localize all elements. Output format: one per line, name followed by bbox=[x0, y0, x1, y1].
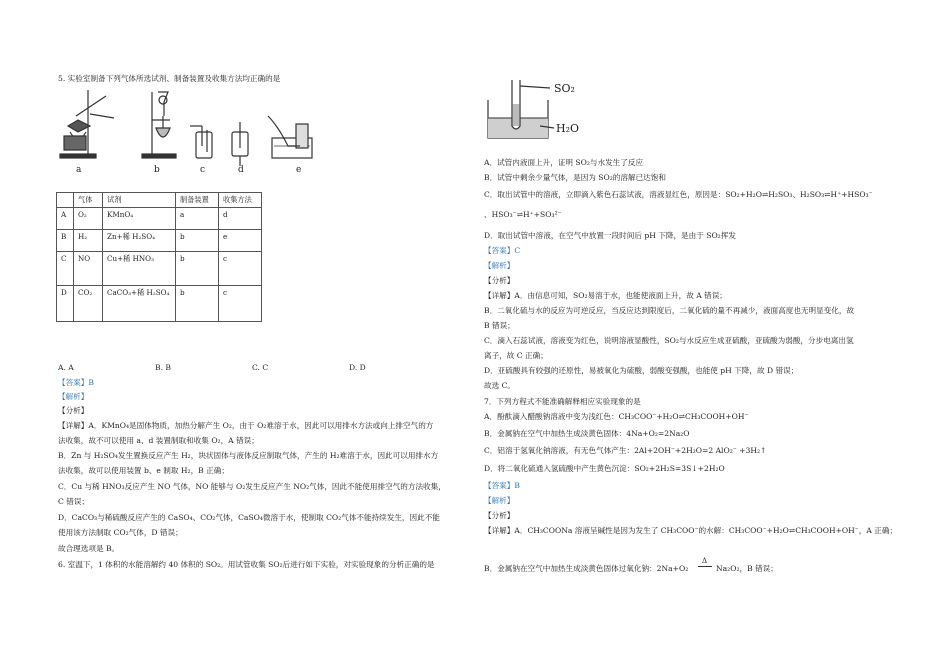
label-c: c bbox=[200, 165, 206, 175]
q6-line: D．亚硫酸具有较强的还原性，易被氧化为硫酸，弱酸变强酸，也能使 pH 下降，故 D 错误； bbox=[484, 366, 799, 375]
q6-fenxi: 【分析】 bbox=[484, 276, 515, 285]
reagent-table bbox=[56, 192, 262, 322]
q5-title: 5. 实验室制备下列气体所选试剂、制备装置及收集方法均正确的是 bbox=[58, 74, 281, 83]
table-row: A O₂ KMnO₄ a d bbox=[57, 208, 262, 230]
q7-line: 【详解】A．CH₃COONa 溶液呈碱性是因为发生了 CH₃COO⁻的水解：CH₃COO⁻+H₂O⇌CH₃COOH+OH⁻，A 正确； bbox=[484, 526, 898, 535]
h2o-label: H₂O bbox=[556, 122, 580, 135]
q6-line: 故选 C。 bbox=[484, 381, 516, 390]
label-e: e bbox=[296, 165, 302, 175]
q5-line: B．Zn 与 H₂SO₄发生置换反应产生 H₂，块状固体与液体反应制取气体，产生的 H₂难溶于水，因此可以用排水方 bbox=[58, 451, 439, 460]
q6-line: 离子，故 C 正确； bbox=[484, 351, 548, 360]
option-b: B. B bbox=[155, 363, 171, 372]
table-row: B H₂ Zn+稀 H₂SO₄ b e bbox=[57, 230, 262, 252]
table-row: C NO Cu+稀 HNO₃ b c bbox=[57, 252, 262, 286]
q5-jiexi: 【解析】 bbox=[58, 392, 89, 401]
q7-line: B．金属钠在空气中加热生成淡黄色固体过氧化钠：2Na+O₂ bbox=[484, 564, 689, 573]
q5-line: 故合理选项是 B。 bbox=[58, 544, 120, 553]
q5-answer: 【答案】B bbox=[58, 378, 94, 387]
reaction-arrow-line bbox=[698, 566, 712, 567]
label-d: d bbox=[238, 165, 244, 175]
q7-option-d: D．将二氧化硫通入氢硫酸中产生黄色沉淀：SO₂+2H₂S=3S↓+2H₂O bbox=[484, 464, 725, 473]
q6-line: B 错误； bbox=[484, 321, 515, 330]
table-row: D CO₂ CaCO₃+稀 H₂SO₄ b c bbox=[57, 286, 262, 322]
q5-line: 使用该方法制取 CO₂气体，D 错误； bbox=[58, 528, 183, 537]
delta-symbol: Δ bbox=[702, 557, 708, 565]
q5-line: C 错误； bbox=[58, 497, 90, 506]
so2-test-tube-figure bbox=[484, 74, 594, 144]
option-a: A. A bbox=[58, 363, 74, 372]
so2-label: SO₂ bbox=[554, 82, 575, 95]
q6-option-d: D．取出试管中溶液，在空气中放置一段时间后 pH 下降，是由于 SO₂挥发 bbox=[484, 231, 736, 240]
q6-answer: 【答案】C bbox=[484, 246, 521, 255]
q5-line: 法收集，故可以使用装置 b、e 制取 H₂，B 正确； bbox=[58, 466, 229, 475]
q6-option-c-cont: 、HSO₃⁻⇌H⁺+SO₃²⁻ bbox=[484, 210, 562, 219]
label-b: b bbox=[154, 165, 160, 175]
option-c: C. C bbox=[252, 363, 269, 372]
q6-line: 【详解】A．由信息可知，SO₂易溶于水，也能使液面上升，故 A 错误； bbox=[484, 291, 727, 300]
q7-jiexi: 【解析】 bbox=[484, 496, 515, 505]
q7-title: 7．下列方程式不能准确解释相应实验现象的是 bbox=[484, 397, 641, 406]
q6-line: C．滴入石蕊试液，溶液变为红色，说明溶液显酸性，SO₂与水反应生成亚硫酸，亚硫酸为弱酸，分步电离出氢 bbox=[484, 336, 854, 345]
q7-option-c: C．铝溶于氢氧化钠溶液，有无色气体产生：2Al+2OH⁻+2H₂O=2 AlO₂⁻ +3H₂↑ bbox=[484, 446, 767, 455]
q6-title: 6. 室温下，1 体积的水能溶解约 40 体积的 SO₂。用试管收集 SO₂后进行如下实验，对实验现象的分析正确的是 bbox=[58, 560, 435, 569]
q6-option-c: C．取出试管中的溶液，立即滴入紫色石蕊试液，溶液显红色，原因是：SO₂+H₂O⇌H₂SO₃、H₂SO₃⇌H⁺+HSO₃⁻ bbox=[484, 190, 873, 199]
q7-answer: 【答案】B bbox=[484, 481, 520, 490]
apparatus-figure bbox=[56, 86, 336, 178]
q6-jiexi: 【解析】 bbox=[484, 261, 515, 270]
table-header-row: 气体 试剂 制备装置 收集方法 bbox=[57, 193, 262, 208]
q5-line: 法收集，故不可以使用 a、d 装置制取和收集 O₂，A 错误； bbox=[58, 436, 259, 445]
label-a: a bbox=[76, 165, 82, 175]
q5-line: C．Cu 与稀 HNO₃反应产生 NO 气体，NO 能够与 O₂发生反应产生 NO₂气体，因此不能使用排空气的方法收集， bbox=[58, 482, 446, 491]
q6-line: B．二氧化硫与水的反应为可逆反应，当反应达到限度后，二氧化硫的量不再减少，液面高度也无明显变化，故 bbox=[484, 306, 855, 315]
q7-option-b: B．金属钠在空气中加热生成淡黄色固体：4Na+O₂=2Na₂O bbox=[484, 429, 690, 438]
q7-option-a: A．酚酞滴入醋酸钠溶液中变为浅红色：CH₃COO⁻+H₂O⇌CH₃COOH+OH⁻ bbox=[484, 412, 749, 421]
q5-fenxi: 【分析】 bbox=[58, 406, 89, 415]
q7-line: Na₂O₂，B 错误； bbox=[716, 564, 778, 573]
q5-line: D．CaCO₃与稀硫酸反应产生的 CaSO₄、CO₂气体，CaSO₄微溶于水，使制取 CO₂气体不能持续发生，因此不能 bbox=[58, 513, 440, 522]
q7-fenxi: 【分析】 bbox=[484, 511, 515, 520]
q5-line: 【详解】A．KMnO₄是固体物质，加热分解产生 O₂，由于 O₂难溶于水，因此可以用排水方法或向上排空气的方 bbox=[58, 421, 434, 430]
q6-option-b: B．试管中剩余少量气体，是因为 SO₂的溶解已达饱和 bbox=[484, 173, 666, 182]
q6-option-a: A．试管内液面上升，证明 SO₂与水发生了反应 bbox=[484, 158, 644, 167]
option-d: D. D bbox=[349, 363, 366, 372]
